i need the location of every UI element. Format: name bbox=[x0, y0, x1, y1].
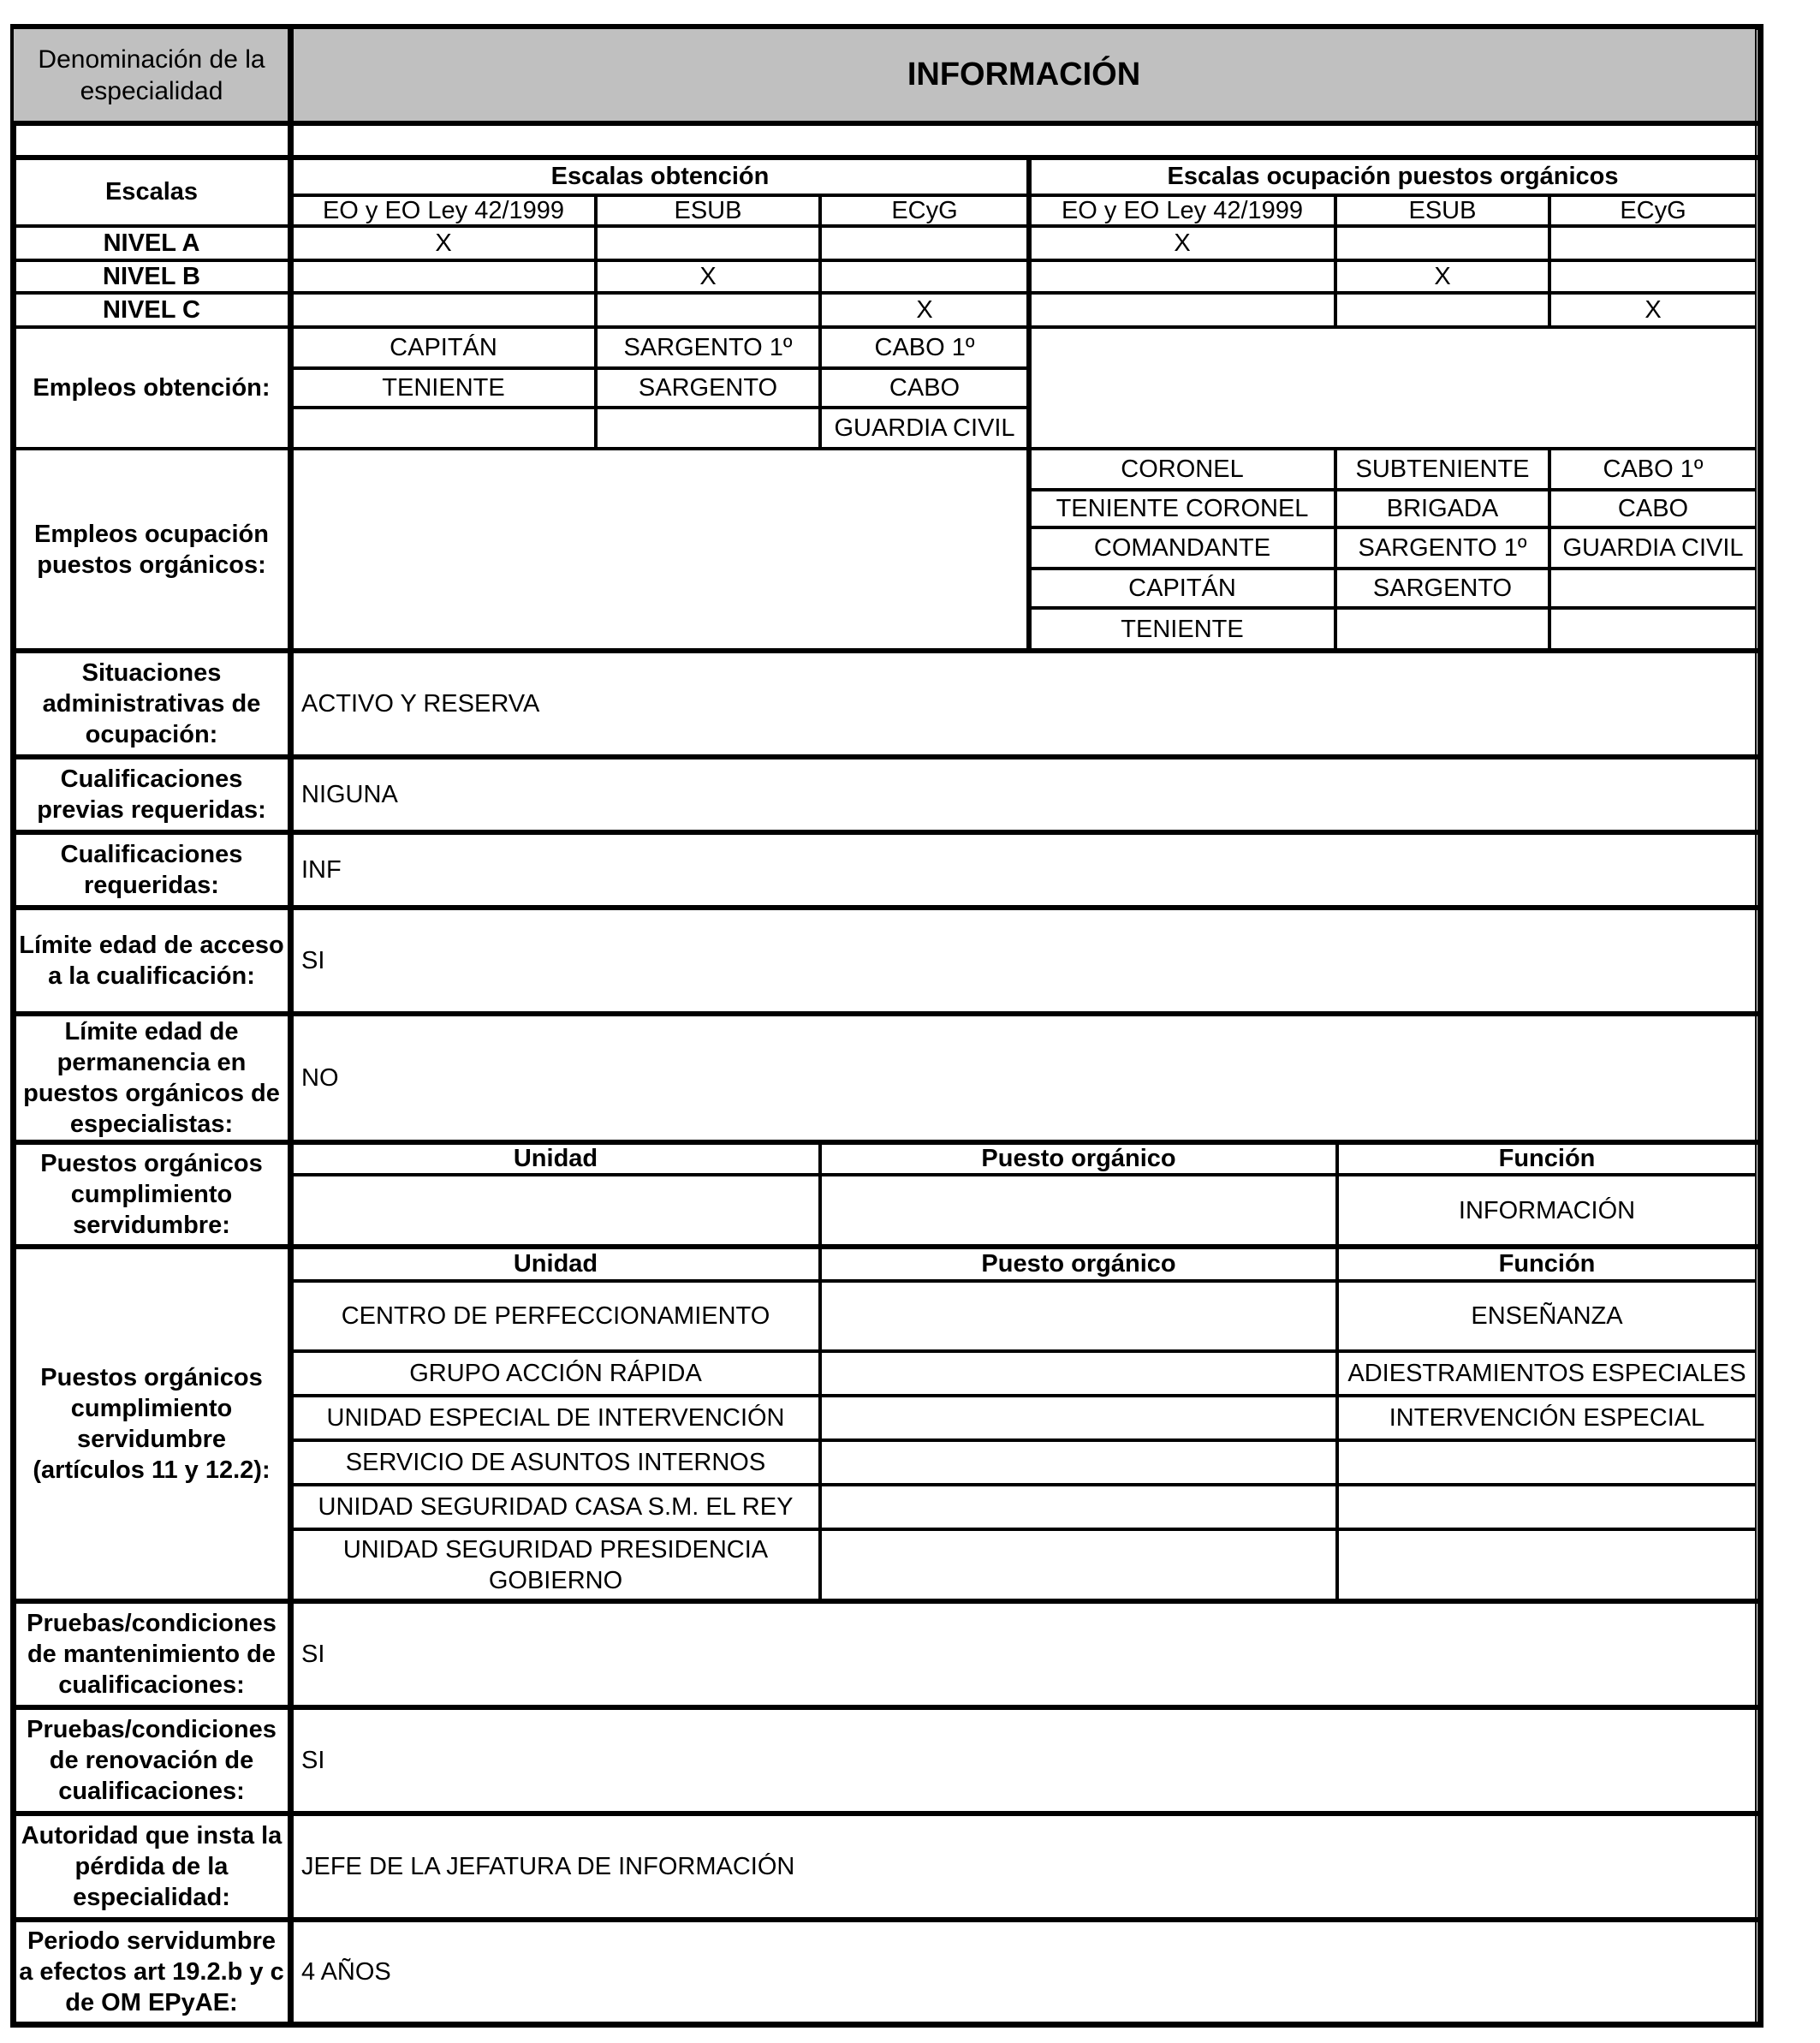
ocupacion-cell: COMANDANTE bbox=[1029, 527, 1335, 569]
field-label: Pruebas/condiciones de renovación de cualificaciones: bbox=[12, 1707, 291, 1814]
field-value: SI bbox=[291, 1707, 1757, 1814]
field-label: Autoridad que insta la pérdida de la especialidad: bbox=[12, 1814, 291, 1920]
servidumbre-art-cell bbox=[820, 1351, 1337, 1396]
servidumbre-art-cell bbox=[820, 1529, 1337, 1601]
ocupacion-cell: CORONEL bbox=[1029, 449, 1335, 490]
servidumbre-cell: INFORMACIÓN bbox=[1337, 1175, 1757, 1247]
escalas-ocupacion-title: Escalas ocupación puestos orgánicos bbox=[1029, 158, 1757, 195]
servidumbre-cell bbox=[291, 1175, 820, 1247]
servidumbre-art-cell: ENSEÑANZA bbox=[1337, 1281, 1757, 1351]
empleo-cell bbox=[291, 408, 596, 449]
empleo-cell: CAPITÁN bbox=[291, 327, 596, 368]
field-value: SI bbox=[291, 908, 1757, 1014]
servidumbre-art-cell bbox=[1337, 1440, 1757, 1485]
row-divider bbox=[12, 905, 1758, 910]
servidumbre-art-header: Función bbox=[1337, 1247, 1757, 1281]
servidumbre-art-header: Unidad bbox=[291, 1247, 820, 1281]
nivel-mark bbox=[596, 226, 820, 260]
ocupacion-cell: GUARDIA CIVIL bbox=[1549, 527, 1757, 569]
empleo-cell: SARGENTO bbox=[596, 368, 820, 408]
servidumbre-art-header: Puesto orgánico bbox=[820, 1247, 1337, 1281]
servidumbre-art-cell: ADIESTRAMIENTOS ESPECIALES bbox=[1337, 1351, 1757, 1396]
nivel-mark bbox=[1335, 226, 1549, 260]
nivel-mark bbox=[291, 260, 596, 293]
ocupacion-cell: SARGENTO 1º bbox=[1335, 527, 1549, 569]
nivel-b-label: NIVEL B bbox=[12, 260, 291, 293]
ocupacion-cell bbox=[1549, 569, 1757, 608]
nivel-mark: X bbox=[1335, 260, 1549, 293]
field-label: Periodo servidumbre a efectos art 19.2.b y c de OM EPyAE: bbox=[12, 1920, 291, 2024]
escala-col-header: ECyG bbox=[820, 195, 1029, 226]
servidumbre-art-cell: INTERVENCIÓN ESPECIAL bbox=[1337, 1396, 1757, 1440]
ocupacion-cell: TENIENTE bbox=[1029, 608, 1335, 651]
empleo-cell: SARGENTO 1º bbox=[596, 327, 820, 368]
empleo-cell: TENIENTE bbox=[291, 368, 596, 408]
row-divider bbox=[12, 1599, 1758, 1604]
row-divider bbox=[12, 648, 1758, 653]
field-value: ACTIVO Y RESERVA bbox=[291, 651, 1757, 757]
nivel-mark bbox=[1029, 260, 1335, 293]
servidumbre-art-cell bbox=[1337, 1485, 1757, 1529]
row-divider bbox=[12, 1244, 1758, 1249]
denominacion-label: Denominación de la especialidad bbox=[12, 27, 291, 123]
ocupacion-cell bbox=[1335, 608, 1549, 651]
ocupacion-cell: TENIENTE CORONEL bbox=[1029, 490, 1335, 527]
field-value: 4 AÑOS bbox=[291, 1920, 1757, 2024]
row-divider bbox=[12, 1917, 1758, 1922]
servidumbre-art-cell: UNIDAD ESPECIAL DE INTERVENCIÓN bbox=[291, 1396, 820, 1440]
ocupacion-blank-area bbox=[291, 449, 1029, 651]
empleos-ocupacion-label: Empleos ocupación puestos orgánicos: bbox=[12, 449, 291, 651]
field-label: Límite edad de permanencia en puestos orgánicos de especialistas: bbox=[12, 1014, 291, 1142]
ocupacion-cell: CABO 1º bbox=[1549, 449, 1757, 490]
field-label: Límite edad de acceso a la cualificación: bbox=[12, 908, 291, 1014]
servidumbre-art-cell bbox=[820, 1281, 1337, 1351]
ocupacion-cell: CAPITÁN bbox=[1029, 569, 1335, 608]
row-divider bbox=[12, 121, 1758, 126]
spacer-row-label bbox=[12, 123, 291, 158]
servidumbre-cell bbox=[820, 1175, 1337, 1247]
escala-col-header: ECyG bbox=[1549, 195, 1757, 226]
servidumbre-art-cell bbox=[820, 1440, 1337, 1485]
servidumbre-art-label: Puestos orgánicos cumplimiento servidumbre (artículos 11 y 12.2): bbox=[12, 1247, 291, 1601]
servidumbre-art-cell: UNIDAD SEGURIDAD PRESIDENCIA GOBIERNO bbox=[291, 1529, 820, 1601]
ocupacion-cell: BRIGADA bbox=[1335, 490, 1549, 527]
escalas-obtencion-title: Escalas obtención bbox=[291, 158, 1029, 195]
field-value: SI bbox=[291, 1601, 1757, 1707]
nivel-mark bbox=[820, 260, 1029, 293]
label-column-divider bbox=[288, 27, 294, 2026]
servidumbre-art-cell: GRUPO ACCIÓN RÁPIDA bbox=[291, 1351, 820, 1396]
row-divider bbox=[12, 155, 1758, 160]
nivel-mark bbox=[291, 293, 596, 327]
empleo-blank-area bbox=[1029, 327, 1757, 449]
row-divider bbox=[12, 1140, 1758, 1145]
servidumbre-header: Puesto orgánico bbox=[820, 1142, 1337, 1175]
row-divider bbox=[12, 1705, 1758, 1710]
escala-col-header: ESUB bbox=[1335, 195, 1549, 226]
row-divider bbox=[12, 830, 1758, 835]
nivel-mark bbox=[1549, 226, 1757, 260]
nivel-c-label: NIVEL C bbox=[12, 293, 291, 327]
empleo-cell: CABO 1º bbox=[820, 327, 1029, 368]
empleo-cell: GUARDIA CIVIL bbox=[820, 408, 1029, 449]
field-label: Cualificaciones requeridas: bbox=[12, 832, 291, 908]
nivel-mark bbox=[1029, 293, 1335, 327]
row-divider bbox=[12, 754, 1758, 759]
nivel-mark bbox=[820, 226, 1029, 260]
field-value: NIGUNA bbox=[291, 757, 1757, 832]
spacer-row-value bbox=[291, 123, 1757, 158]
nivel-mark: X bbox=[820, 293, 1029, 327]
nivel-a-label: NIVEL A bbox=[12, 226, 291, 260]
ocupacion-cell: SUBTENIENTE bbox=[1335, 449, 1549, 490]
ocupacion-cell: SARGENTO bbox=[1335, 569, 1549, 608]
nivel-mark: X bbox=[596, 260, 820, 293]
servidumbre-header: Unidad bbox=[291, 1142, 820, 1175]
servidumbre-header: Función bbox=[1337, 1142, 1757, 1175]
empleos-obtencion-label: Empleos obtención: bbox=[12, 327, 291, 449]
servidumbre-art-cell bbox=[820, 1396, 1337, 1440]
nivel-mark bbox=[1335, 293, 1549, 327]
empleo-cell: CABO bbox=[820, 368, 1029, 408]
servidumbre-art-cell: UNIDAD SEGURIDAD CASA S.M. EL REY bbox=[291, 1485, 820, 1529]
row-divider bbox=[12, 1811, 1758, 1816]
nivel-mark: X bbox=[1029, 226, 1335, 260]
servidumbre-art-cell bbox=[1337, 1529, 1757, 1601]
escalas-label: Escalas bbox=[12, 158, 291, 226]
ocupacion-cell: CABO bbox=[1549, 490, 1757, 527]
row-divider bbox=[12, 1011, 1758, 1016]
servidumbre-art-cell bbox=[820, 1485, 1337, 1529]
field-label: Situaciones administrativas de ocupación: bbox=[12, 651, 291, 757]
escalas-group-divider bbox=[1026, 158, 1032, 651]
ocupacion-cell bbox=[1549, 608, 1757, 651]
escala-col-header: EO y EO Ley 42/1999 bbox=[1029, 195, 1335, 226]
servidumbre-art-cell: SERVICIO DE ASUNTOS INTERNOS bbox=[291, 1440, 820, 1485]
nivel-mark bbox=[596, 293, 820, 327]
servidumbre-art-cell: CENTRO DE PERFECCIONAMIENTO bbox=[291, 1281, 820, 1351]
escala-col-header: ESUB bbox=[596, 195, 820, 226]
field-value: INF bbox=[291, 832, 1757, 908]
field-label: Pruebas/condiciones de mantenimiento de cualificaciones: bbox=[12, 1601, 291, 1707]
escala-col-header: EO y EO Ley 42/1999 bbox=[291, 195, 596, 226]
field-value: JEFE DE LA JEFATURA DE INFORMACIÓN bbox=[291, 1814, 1757, 1920]
empleo-cell bbox=[596, 408, 820, 449]
servidumbre-label: Puestos orgánicos cumplimiento servidumbre: bbox=[12, 1142, 291, 1247]
nivel-mark bbox=[1549, 260, 1757, 293]
nivel-mark: X bbox=[1549, 293, 1757, 327]
nivel-mark: X bbox=[291, 226, 596, 260]
page-title: INFORMACIÓN bbox=[291, 27, 1757, 123]
field-label: Cualificaciones previas requeridas: bbox=[12, 757, 291, 832]
field-value: NO bbox=[291, 1014, 1757, 1142]
